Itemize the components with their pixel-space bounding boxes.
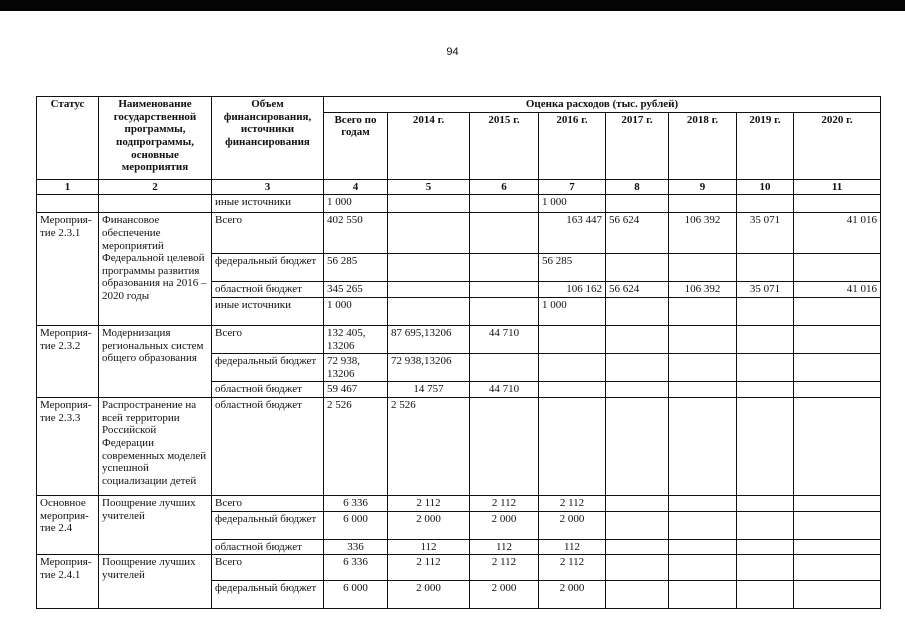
table-row (37, 213, 881, 254)
source-cell: федеральный бюджет (212, 581, 324, 609)
value-cell: 35 071 (737, 213, 794, 254)
value-cell (606, 398, 669, 496)
col-number: 2 (99, 179, 212, 195)
value-cell (669, 195, 737, 213)
value-cell: 2 000 (470, 581, 539, 609)
total-cell: 345 265 (324, 282, 388, 298)
value-cell: 2 000 (539, 511, 606, 539)
value-cell (669, 496, 737, 512)
value-cell: 2 112 (470, 555, 539, 581)
status-cell: Мероприя-тие 2.4.1 (37, 555, 99, 609)
header-year-2017: 2017 г. (606, 112, 669, 179)
value-cell (669, 354, 737, 382)
value-cell (737, 581, 794, 609)
value-cell: 2 112 (539, 496, 606, 512)
value-cell: 112 (388, 539, 470, 555)
value-cell (606, 581, 669, 609)
page-number: 94 (446, 46, 459, 58)
value-cell (606, 254, 669, 282)
header-year-2015: 2015 г. (470, 112, 539, 179)
value-cell: 44 710 (470, 382, 539, 398)
value-cell (794, 581, 881, 609)
source-cell: Всего (212, 496, 324, 512)
status-cell (37, 195, 99, 213)
total-cell: 6 336 (324, 555, 388, 581)
col-number: 7 (539, 179, 606, 195)
value-cell: 112 (470, 539, 539, 555)
name-cell: Финансовое обеспечение мероприятий Федеральной целевой программы развития образования на 2016 – 2020 годы (99, 213, 212, 326)
value-cell: 72 938,13206 (388, 354, 470, 382)
value-cell (737, 555, 794, 581)
value-cell (470, 213, 539, 254)
source-cell: областной бюджет (212, 539, 324, 555)
header-estimate: Оценка расходов (тыс. рублей) (324, 97, 881, 113)
table-row (37, 195, 881, 213)
value-cell (539, 325, 606, 353)
value-cell (737, 511, 794, 539)
col-number: 3 (212, 179, 324, 195)
value-cell (470, 254, 539, 282)
col-number: 10 (737, 179, 794, 195)
col-number: 6 (470, 179, 539, 195)
value-cell: 106 392 (669, 213, 737, 254)
value-cell: 44 710 (470, 325, 539, 353)
value-cell (470, 354, 539, 382)
total-cell: 6 000 (324, 581, 388, 609)
value-cell: 106 162 (539, 282, 606, 298)
name-cell: Модернизация региональных систем общего образования (99, 325, 212, 397)
value-cell (388, 195, 470, 213)
value-cell (470, 195, 539, 213)
name-cell: Поощрение лучших учителей (99, 496, 212, 555)
col-number: 4 (324, 179, 388, 195)
value-cell (388, 297, 470, 325)
source-cell: федеральный бюджет (212, 511, 324, 539)
total-cell: 6 336 (324, 496, 388, 512)
value-cell (794, 398, 881, 496)
value-cell (669, 325, 737, 353)
value-cell: 1 000 (539, 195, 606, 213)
header-year-2020: 2020 г. (794, 112, 881, 179)
source-cell: областной бюджет (212, 398, 324, 496)
value-cell: 2 526 (388, 398, 470, 496)
value-cell (737, 382, 794, 398)
header-year-2014: 2014 г. (388, 112, 470, 179)
total-cell: 59 467 (324, 382, 388, 398)
value-cell (669, 511, 737, 539)
value-cell (606, 511, 669, 539)
col-number: 1 (37, 179, 99, 195)
value-cell: 2 000 (388, 581, 470, 609)
status-cell: Мероприя-тие 2.3.2 (37, 325, 99, 397)
total-cell: 402 550 (324, 213, 388, 254)
value-cell: 106 392 (669, 282, 737, 298)
source-cell: областной бюджет (212, 282, 324, 298)
value-cell (669, 398, 737, 496)
source-cell: областной бюджет (212, 382, 324, 398)
total-cell: 132 405, 13206 (324, 325, 388, 353)
value-cell (470, 282, 539, 298)
value-cell (470, 398, 539, 496)
value-cell (606, 555, 669, 581)
value-cell: 87 695,13206 (388, 325, 470, 353)
total-cell: 56 285 (324, 254, 388, 282)
source-cell: Всего (212, 555, 324, 581)
value-cell (539, 382, 606, 398)
table-row (37, 325, 881, 353)
value-cell: 35 071 (737, 282, 794, 298)
value-cell (388, 282, 470, 298)
value-cell (606, 496, 669, 512)
header-year-2016: 2016 г. (539, 112, 606, 179)
value-cell (737, 297, 794, 325)
header-status: Статус (37, 97, 99, 180)
total-cell: 72 938, 13206 (324, 354, 388, 382)
value-cell (737, 496, 794, 512)
value-cell: 56 624 (606, 282, 669, 298)
name-cell: Распространение на всей территории Российской Федерации современных моделей успешной социализации детей (99, 398, 212, 496)
header-total: Всего по годам (324, 112, 388, 179)
scan-edge-band (0, 0, 905, 11)
value-cell: 2 112 (539, 555, 606, 581)
value-cell (669, 555, 737, 581)
column-number-row (37, 179, 881, 195)
table-row (37, 555, 881, 581)
value-cell: 2 000 (388, 511, 470, 539)
status-cell: Мероприя-тие 2.3.1 (37, 213, 99, 326)
source-cell: Всего (212, 213, 324, 254)
col-number: 8 (606, 179, 669, 195)
value-cell (794, 254, 881, 282)
value-cell (669, 382, 737, 398)
value-cell (794, 511, 881, 539)
value-cell: 2 000 (539, 581, 606, 609)
source-cell: федеральный бюджет (212, 254, 324, 282)
table-row (37, 398, 881, 496)
total-cell: 2 526 (324, 398, 388, 496)
value-cell (606, 325, 669, 353)
value-cell (669, 297, 737, 325)
value-cell (737, 398, 794, 496)
total-cell: 1 000 (324, 297, 388, 325)
value-cell (606, 539, 669, 555)
value-cell (606, 297, 669, 325)
total-cell: 336 (324, 539, 388, 555)
source-cell: иные источники (212, 195, 324, 213)
col-number: 9 (669, 179, 737, 195)
value-cell (737, 254, 794, 282)
value-cell: 41 016 (794, 282, 881, 298)
value-cell (669, 581, 737, 609)
expenditure-table (36, 96, 881, 609)
value-cell (737, 195, 794, 213)
value-cell (737, 325, 794, 353)
header-volume: Объем финансирования, источники финансирования (212, 97, 324, 180)
value-cell: 1 000 (539, 297, 606, 325)
header-row-1 (37, 97, 881, 113)
value-cell: 2 112 (470, 496, 539, 512)
value-cell: 56 624 (606, 213, 669, 254)
header-year-2019: 2019 г. (737, 112, 794, 179)
value-cell (794, 325, 881, 353)
value-cell (669, 539, 737, 555)
value-cell (470, 297, 539, 325)
value-cell (794, 555, 881, 581)
source-cell: Всего (212, 325, 324, 353)
value-cell (539, 398, 606, 496)
status-cell: Мероприя-тие 2.3.3 (37, 398, 99, 496)
value-cell (737, 354, 794, 382)
value-cell (794, 382, 881, 398)
value-cell (606, 382, 669, 398)
value-cell (606, 354, 669, 382)
value-cell (794, 195, 881, 213)
value-cell (539, 354, 606, 382)
value-cell (794, 354, 881, 382)
value-cell (794, 297, 881, 325)
value-cell (737, 539, 794, 555)
source-cell: федеральный бюджет (212, 354, 324, 382)
value-cell (388, 254, 470, 282)
source-cell: иные источники (212, 297, 324, 325)
table-row (37, 496, 881, 512)
value-cell: 2 112 (388, 496, 470, 512)
total-cell: 6 000 (324, 511, 388, 539)
value-cell: 112 (539, 539, 606, 555)
value-cell (388, 213, 470, 254)
header-name: Наименование государственной программы, подпрограммы, основные мероприятия (99, 97, 212, 180)
status-cell: Основное мероприя-тие 2.4 (37, 496, 99, 555)
total-cell: 1 000 (324, 195, 388, 213)
value-cell (669, 254, 737, 282)
name-cell (99, 195, 212, 213)
value-cell (606, 195, 669, 213)
value-cell: 163 447 (539, 213, 606, 254)
value-cell: 14 757 (388, 382, 470, 398)
value-cell: 41 016 (794, 213, 881, 254)
name-cell: Поощрение лучших учителей (99, 555, 212, 609)
value-cell (794, 496, 881, 512)
col-number: 11 (794, 179, 881, 195)
value-cell (794, 539, 881, 555)
col-number: 5 (388, 179, 470, 195)
header-year-2018: 2018 г. (669, 112, 737, 179)
value-cell: 56 285 (539, 254, 606, 282)
value-cell: 2 112 (388, 555, 470, 581)
value-cell: 2 000 (470, 511, 539, 539)
